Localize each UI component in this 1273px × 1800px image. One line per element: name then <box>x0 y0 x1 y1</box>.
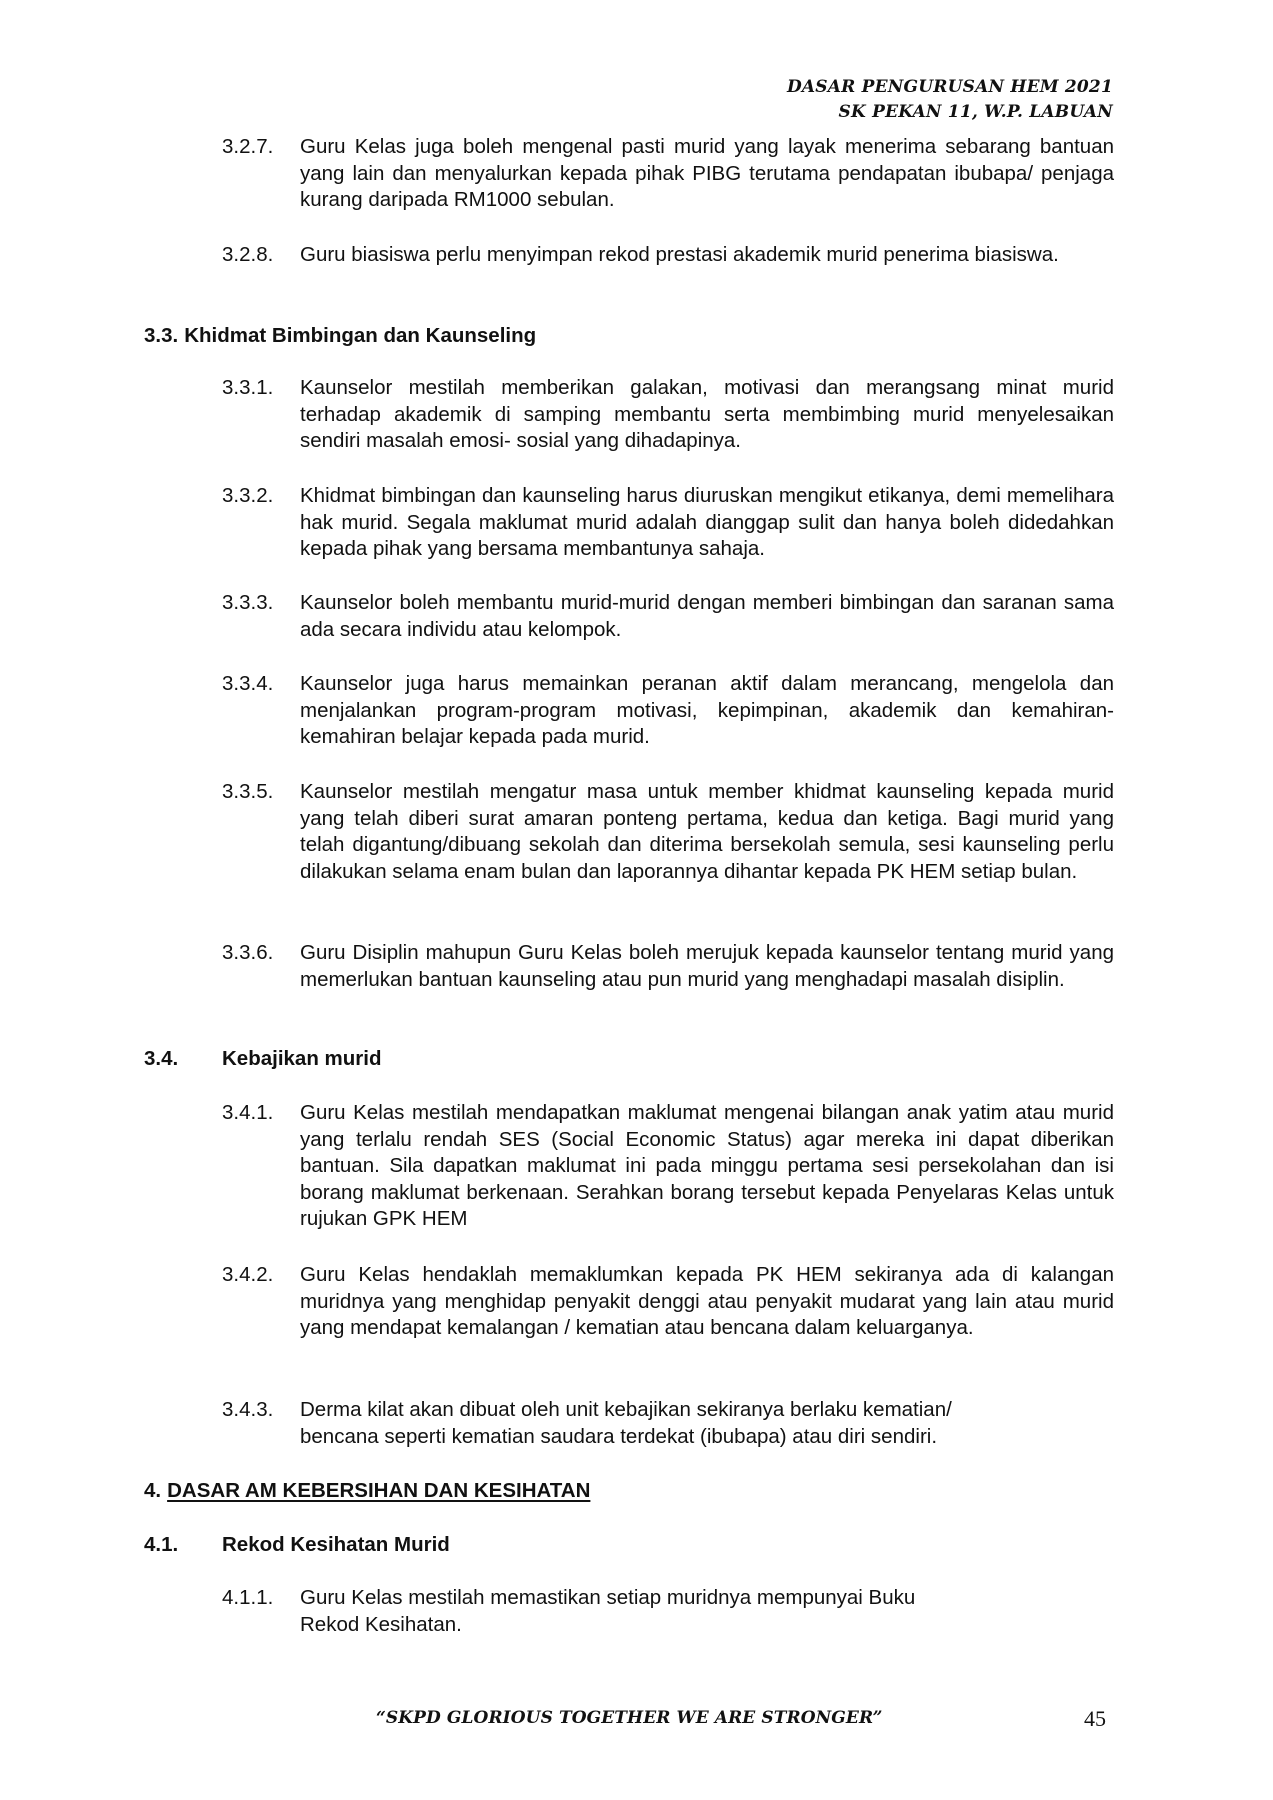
list-item-3-3-4 <box>222 671 1114 751</box>
section-title: Rekod Kesihatan Murid <box>222 1533 450 1556</box>
item-text: Kaunselor mestilah mengatur masa untuk member khidmat kaunseling kepada murid yang telah diberi surat amaran ponteng pertama, kedua dan ketiga. Bagi murid yang telah digantung/dibuang sekolah dan diterima bersekolah semula, sesi kaunseling perlu dilakukan selama enam bulan dan laporannya dihantar kepada PK HEM setiap bulan. <box>300 780 1114 883</box>
item-text: Guru Kelas hendaklah memaklumkan kepada PK HEM sekiranya ada di kalangan muridnya yang menghidap penyakit denggi atau penyakit mudarat yang lain atau murid yang mendapat kemalangan / kematian atau bencana dalam keluarganya. <box>300 1263 1114 1339</box>
list-item-3-3-6 <box>222 940 1114 993</box>
item-number: 3.3.2. <box>222 484 274 507</box>
item-text-line: Derma kilat akan dibuat oleh unit kebajikan sekiranya berlaku kematian/ <box>300 1398 952 1421</box>
list-item-3-4-1 <box>222 1100 1114 1233</box>
header-title: DASAR PENGURUSAN HEM 2021 <box>786 77 1113 97</box>
item-text-line: Rekod Kesihatan. <box>300 1612 462 1636</box>
item-text <box>300 1397 1114 1450</box>
item-text: Guru biasiswa perlu menyimpan rekod prestasi akademik murid penerima biasiswa. <box>300 243 1059 266</box>
list-item-3-4-3 <box>222 1397 1114 1450</box>
item-text: Khidmat bimbingan dan kaunseling harus diuruskan mengikut etikanya, demi memelihara hak murid. Segala maklumat murid adalah dianggap sulit dan hanya boleh didedahkan kepada pihak yang bersama membantunya sahaja. <box>300 484 1114 560</box>
section-number: 4.1. <box>144 1533 179 1556</box>
item-text <box>300 1585 1114 1638</box>
item-number: 3.4.2. <box>222 1263 274 1286</box>
list-item-3-2-8 <box>222 242 1114 269</box>
list-item-3-3-5 <box>222 779 1114 885</box>
item-number: 4.1.1. <box>222 1586 274 1609</box>
footer-motto: “SKPD GLORIOUS TOGETHER WE ARE STRONGER” <box>376 1708 883 1728</box>
item-text: Guru Disiplin mahupun Guru Kelas boleh merujuk kepada kaunselor tentang murid yang memerlukan bantuan kaunseling atau pun murid yang menghadapi masalah disiplin. <box>300 941 1114 991</box>
page-number: 45 <box>1084 1706 1106 1731</box>
section-heading-4-1 <box>144 1532 450 1558</box>
section-heading-4 <box>144 1478 590 1504</box>
list-item-3-3-2 <box>222 483 1114 563</box>
item-text: Guru Kelas mestilah mendapatkan maklumat mengenai bilangan anak yatim atau murid yang terlalu rendah SES (Social Economic Status) agar mereka ini dapat diberikan bantuan. Sila dapatkan maklumat ini pada minggu pertama sesi persekolahan dan isi borang maklumat berkenaan. Serahkan borang tersebut kepada Penyelaras Kelas untuk rujukan GPK HEM <box>300 1101 1114 1230</box>
item-text-line: Guru Kelas mestilah memastikan setiap muridnya mempunyai Buku <box>300 1586 916 1609</box>
section-number: 3.3. <box>144 324 179 347</box>
section-number: 4. <box>144 1479 162 1502</box>
item-text-line: bencana seperti kematian saudara terdekat (ibubapa) atau diri sendiri. <box>300 1424 938 1448</box>
section-title: DASAR AM KEBERSIHAN DAN KESIHATAN <box>167 1479 591 1502</box>
item-number: 3.3.5. <box>222 780 274 803</box>
section-title: Kebajikan murid <box>222 1047 382 1070</box>
item-number: 3.3.1. <box>222 376 274 399</box>
section-heading-3-4 <box>144 1046 382 1072</box>
item-number: 3.3.6. <box>222 941 274 964</box>
item-number: 3.2.8. <box>222 243 274 266</box>
list-item-4-1-1 <box>222 1585 1114 1638</box>
item-number: 3.4.1. <box>222 1101 274 1124</box>
list-item-3-3-3 <box>222 590 1114 643</box>
section-title: Khidmat Bimbingan dan Kaunseling <box>184 324 537 347</box>
item-number: 3.4.3. <box>222 1398 274 1421</box>
list-item-3-3-1 <box>222 375 1114 455</box>
section-heading-3-3 <box>144 323 536 349</box>
header-school: SK PEKAN 11, W.P. LABUAN <box>838 102 1113 122</box>
list-item-3-2-7 <box>222 134 1114 214</box>
item-text: Guru Kelas juga boleh mengenal pasti murid yang layak menerima sebarang bantuan yang lain dan menyalurkan kepada pihak PIBG terutama pendapatan ibubapa/ penjaga kurang daripada RM1000 sebulan. <box>300 135 1114 211</box>
item-text: Kaunselor boleh membantu murid-murid dengan memberi bimbingan dan saranan sama ada secara individu atau kelompok. <box>300 591 1114 641</box>
list-item-3-4-2 <box>222 1262 1114 1342</box>
section-number: 3.4. <box>144 1047 179 1070</box>
item-number: 3.2.7. <box>222 135 274 158</box>
item-number: 3.3.4. <box>222 672 274 695</box>
item-text: Kaunselor mestilah memberikan galakan, motivasi dan merangsang minat murid terhadap akademik di samping membantu serta membimbing murid menyelesaikan sendiri masalah emosi- sosial yang dihadapinya. <box>300 376 1114 452</box>
item-number: 3.3.3. <box>222 591 274 614</box>
item-text: Kaunselor juga harus memainkan peranan aktif dalam merancang, mengelola dan menjalankan program-program motivasi, kepimpinan, akademik dan kemahiran-kemahiran belajar kepada pada murid. <box>300 672 1114 748</box>
